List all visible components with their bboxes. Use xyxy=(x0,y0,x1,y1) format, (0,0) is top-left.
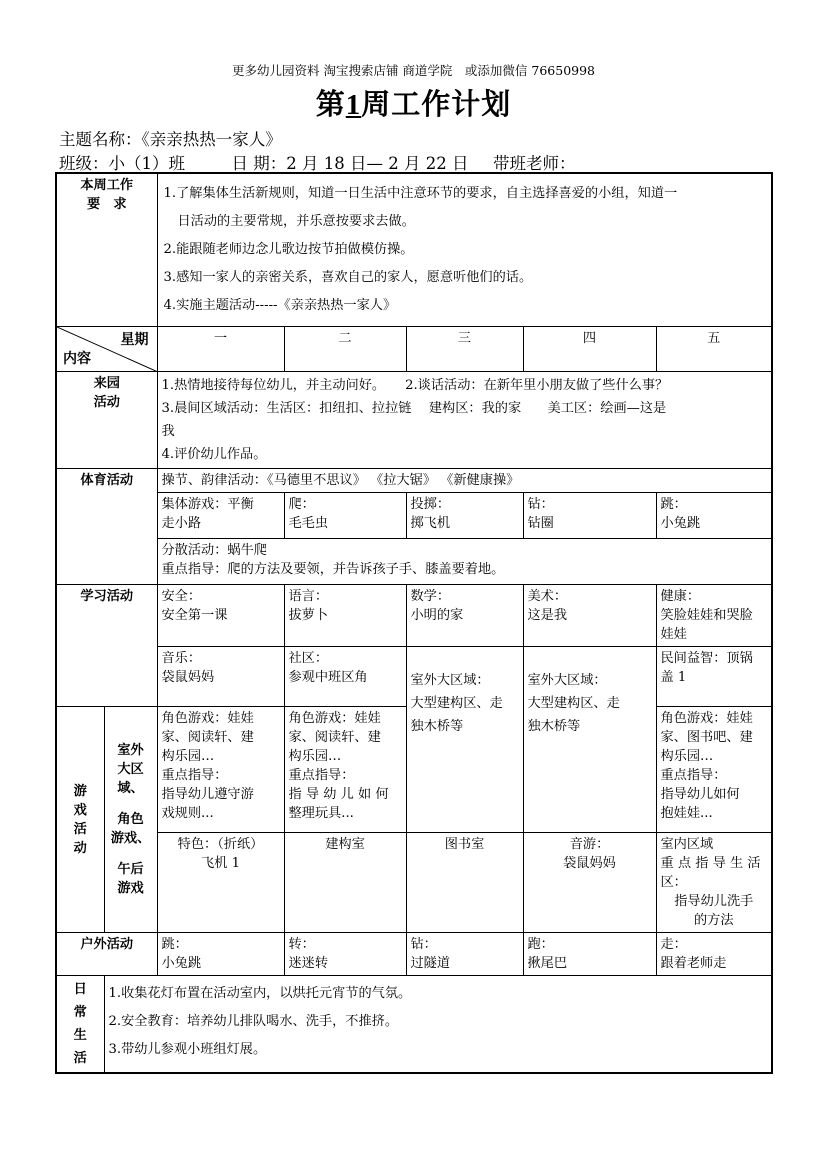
date-label: 日 期：2 月 18 日— 2 月 22 日 xyxy=(231,154,469,173)
day-fri: 五 xyxy=(656,327,772,372)
pe-scatter: 分散活动：蜗牛爬 重点指导：爬的方法及要领，并告诉孩子手、膝盖要着地。 xyxy=(157,539,772,585)
role-game-tue: 角色游戏：娃娃 家、阅读轩、建 构乐园… 重点指导： 指 导 幼 儿 如 何 整理玩具... xyxy=(284,707,406,833)
afternoon-fri: 室内区域 重 点 指 导 生 活 区： 指导幼儿洗手 的方法 xyxy=(656,833,772,933)
day-wed: 三 xyxy=(406,327,523,372)
arrival-content: 1.热情地接待每位幼儿，并主动问好。 2.谈话活动：在新年里小朋友做了些什么事？ 3.晨间区域活动：生活区：扣纽扣、拉拉链 建构区：我的家 美工区：绘画—这是 我 4.评价幼儿作品。 xyxy=(157,372,772,469)
outdoor-area-thu: 室外大区域： 大型建构区、走 独木桥等 xyxy=(523,647,656,833)
pe-label: 体育活动 xyxy=(56,469,157,585)
pe-exercises-row xyxy=(56,469,772,493)
games-row-2 xyxy=(56,833,772,933)
class-label: 班级：小（1）班 xyxy=(59,154,185,173)
pe-games-row xyxy=(56,493,772,539)
pe-exercises: 操节、韵律活动：《马德里不思议》 《拉大锯》 《新健康操》 xyxy=(157,469,772,493)
outdoor-area-wed: 室外大区域： 大型建构区、走 独木桥等 xyxy=(406,647,523,833)
outdoor-mon: 跳： 小兔跳 xyxy=(157,933,284,976)
afternoon-mon: 特色：（折纸） 飞机 1 xyxy=(157,833,284,933)
learning-wed: 数学： 小明的家 xyxy=(406,585,523,647)
afternoon-tue: 建构室 xyxy=(284,833,406,933)
arrival-row xyxy=(56,372,772,469)
learning-label: 学习活动 xyxy=(56,585,157,707)
daily-label: 日 常 生 活 xyxy=(56,976,104,1074)
pe-game-fri: 跳： 小兔跳 xyxy=(656,493,772,539)
daily-row xyxy=(56,976,772,1074)
games-label: 游 戏 活 动 xyxy=(56,707,104,933)
outdoor-tue: 转： 迷迷转 xyxy=(284,933,406,976)
top-note: 更多幼儿园资料 淘宝搜索店铺 商道学院 或添加微信 76650998 xyxy=(231,63,596,78)
goals-row xyxy=(56,173,772,327)
afternoon-thu: 音游： 袋鼠妈妈 xyxy=(523,833,656,933)
learning-tue: 语言： 拔萝卜 xyxy=(284,585,406,647)
day-tue: 二 xyxy=(284,327,406,372)
learning-row-1 xyxy=(56,585,772,647)
goals-label: 本周工作 要 求 xyxy=(56,173,157,327)
outdoor-row xyxy=(56,933,772,976)
pe-game-thu: 钻： 钻圈 xyxy=(523,493,656,539)
afternoon-wed: 图书室 xyxy=(406,833,523,933)
role-game-mon: 角色游戏：娃娃 家、阅读轩、建 构乐园… 重点指导： 指导幼儿遵守游 戏规则... xyxy=(157,707,284,833)
learning2-mon: 音乐： 袋鼠妈妈 xyxy=(157,647,284,707)
learning2-tue: 社区： 参观中班区角 xyxy=(284,647,406,707)
pe-game-wed: 投掷： 掷飞机 xyxy=(406,493,523,539)
arrival-label: 来园 活动 xyxy=(56,372,157,469)
outdoor-thu: 跑： 揪尾巴 xyxy=(523,933,656,976)
learning-row-2 xyxy=(56,647,772,707)
teacher-label: 带班老师： xyxy=(492,154,576,173)
day-header-corner: 星期 内容 xyxy=(56,327,157,372)
outdoor-wed: 钻： 过隧道 xyxy=(406,933,523,976)
day-thu: 四 xyxy=(523,327,656,372)
pe-game-tue: 爬： 毛毛虫 xyxy=(284,493,406,539)
outdoor-fri: 走： 跟着老师走 xyxy=(656,933,772,976)
learning2-fri: 民间益智：顶锅 盖 1 xyxy=(656,647,772,707)
games-sublabel: 室外 大区 域、 角色 游戏、 午后 游戏 xyxy=(104,707,157,933)
goals-content: 1.了解集体生活新规则，知道一日生活中注意环节的要求，自主选择喜爱的小组，知道一 日活动的主要常规，并乐意按要求去做。 2.能跟随老师边念儿歌边按节拍做模仿操。 3.感知一家人的亲密关系，喜欢自己的家人，愿意听他们的话。 4.实施主题活动-----《亲亲热热一家人》 xyxy=(157,173,772,327)
learning-thu: 美术： 这是我 xyxy=(523,585,656,647)
role-game-fri: 角色游戏：娃娃 家、图书吧、建 构乐园… 重点指导： 指导幼儿如何 抱娃娃... xyxy=(656,707,772,833)
day-mon: 一 xyxy=(157,327,284,372)
outdoor-label: 户外活动 xyxy=(56,933,157,976)
pe-scatter-row xyxy=(56,539,772,585)
class-info-line xyxy=(59,150,575,174)
theme-line: 主题名称：《亲亲热热一家人》 xyxy=(59,130,282,149)
page-title: 第1周工作计划 xyxy=(315,87,512,121)
learning-fri: 健康： 笑脸娃娃和哭脸 娃娃 xyxy=(656,585,772,647)
learning-mon: 安全： 安全第一课 xyxy=(157,585,284,647)
weekly-plan-table xyxy=(55,172,773,1074)
day-header-row xyxy=(56,327,772,372)
pe-game-mon: 集体游戏：平衡 走小路 xyxy=(157,493,284,539)
daily-content: 1.收集花灯布置在活动室内，以烘托元宵节的气氛。 2.安全教育：培养幼儿排队喝水、洗手，不推挤。 3.带幼儿参观小班组灯展。 xyxy=(104,976,772,1074)
